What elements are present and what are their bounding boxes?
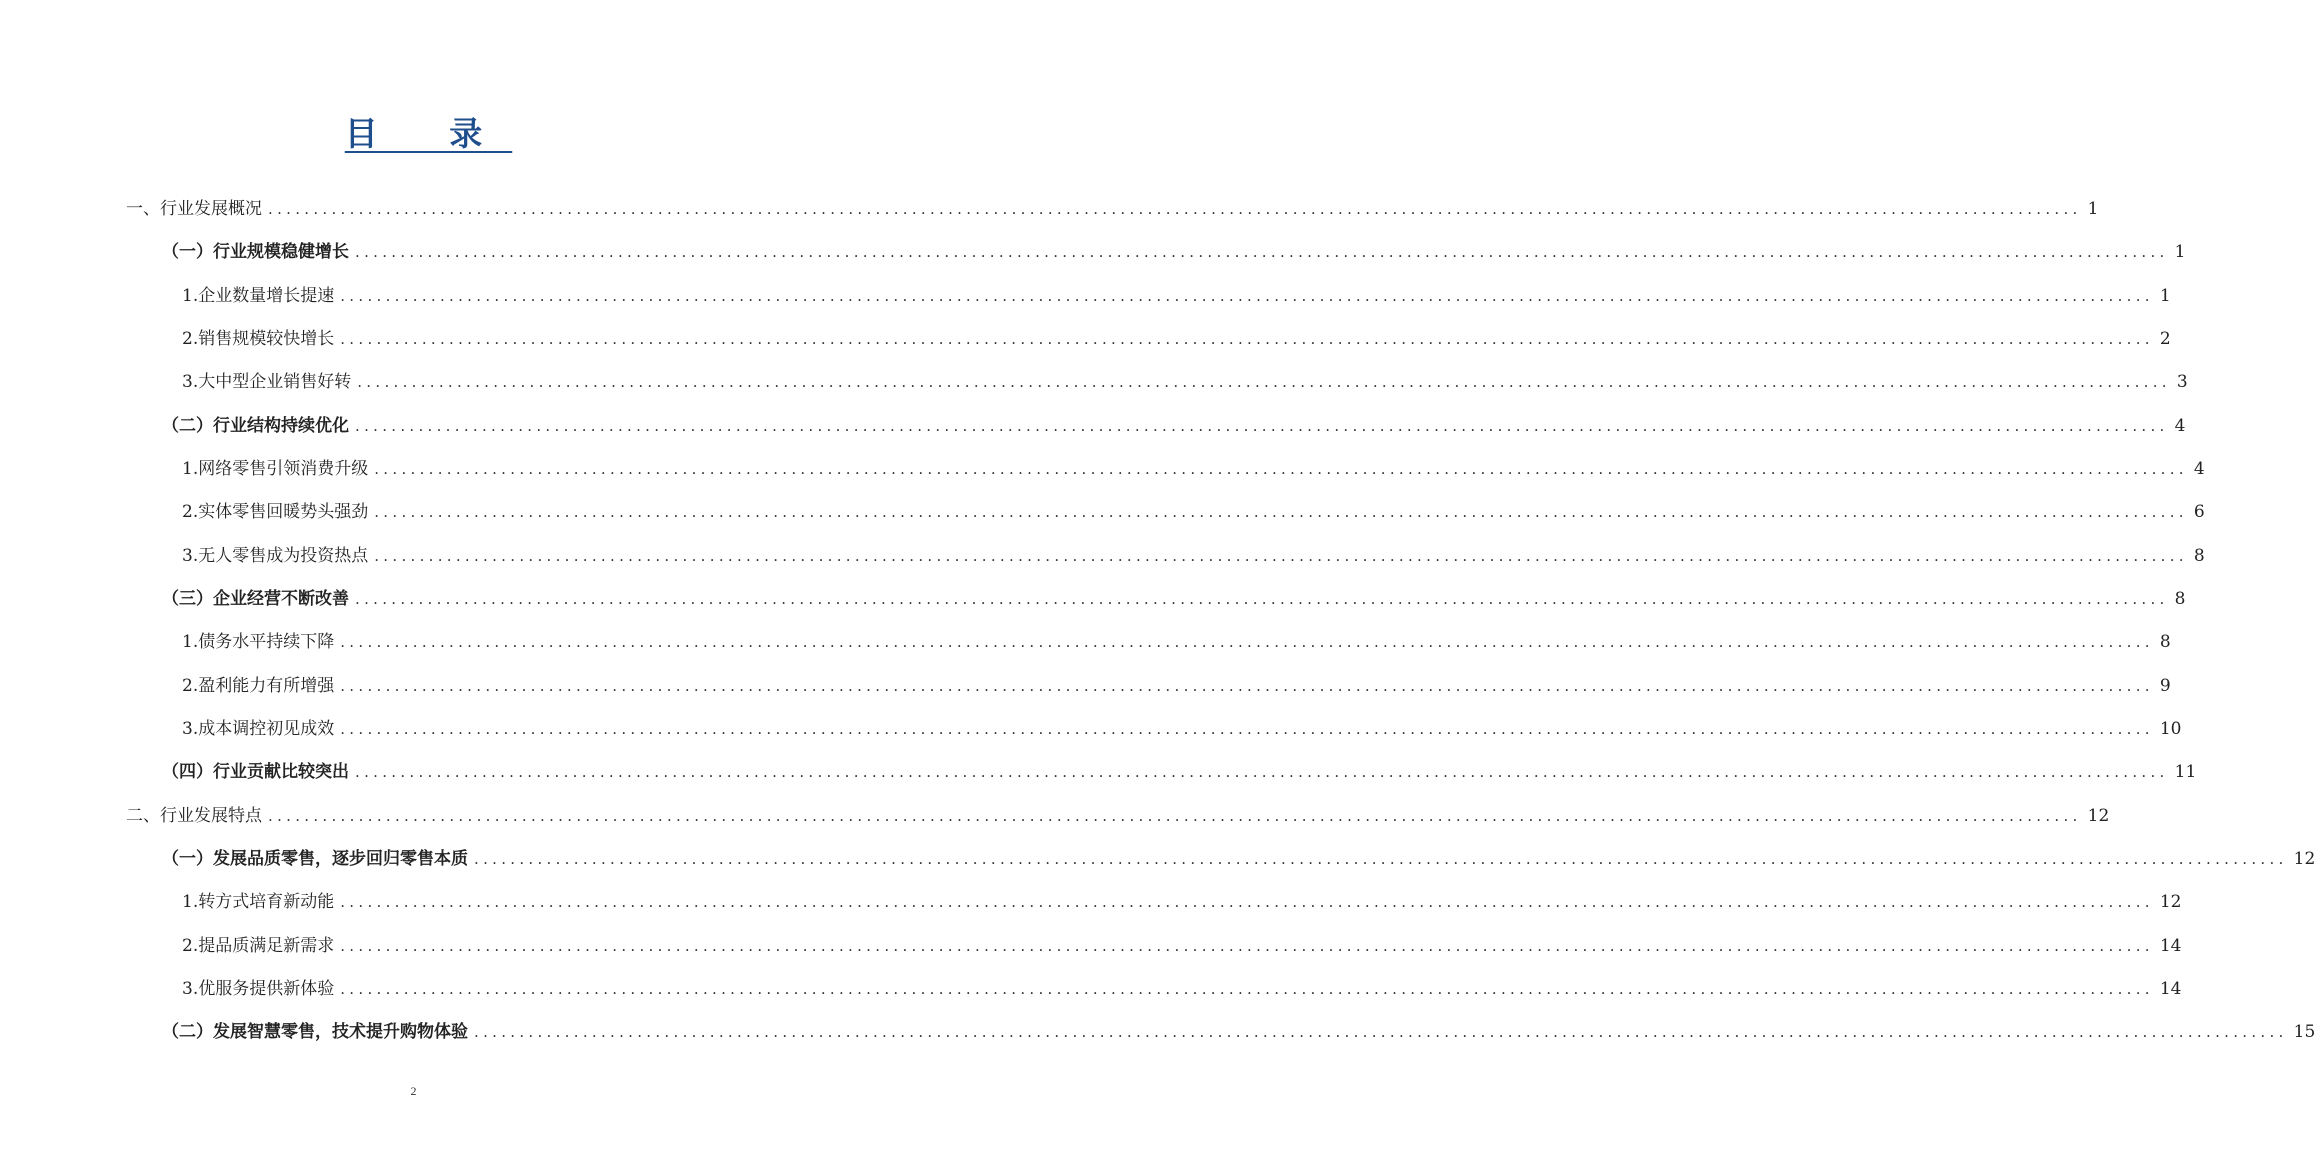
toc-entry-label: 1.转方式培育新动能 xyxy=(182,892,335,912)
toc-entry-label: （四）行业贡献比较突出 xyxy=(162,762,349,782)
toc-entry[interactable] xyxy=(162,759,2197,785)
dot-leader: ........................................................................................................................................................................................................ xyxy=(340,330,2154,348)
dot-leader: ........................................................................................................................................................................................................ xyxy=(474,1023,2288,1041)
toc-entry-page: 8 xyxy=(2193,546,2205,566)
toc-entry[interactable] xyxy=(182,543,2205,569)
toc-entry-page: 10 xyxy=(2159,719,2182,739)
dot-leader: ........................................................................................................................................................................................................ xyxy=(340,720,2154,738)
toc-entry-page: 4 xyxy=(2193,459,2205,479)
dot-leader: ........................................................................................................................................................................................................ xyxy=(374,547,2188,565)
toc-entry[interactable] xyxy=(182,499,2205,525)
dot-leader: ........................................................................................................................................................................................................ xyxy=(374,460,2188,478)
toc-entry[interactable] xyxy=(126,803,2110,829)
toc-entry-page: 11 xyxy=(2174,762,2197,782)
toc-entry-page: 1 xyxy=(2087,199,2099,219)
toc-entry-label: 3.大中型企业销售好转 xyxy=(182,372,352,392)
toc-entry[interactable] xyxy=(182,933,2182,959)
toc-entry[interactable] xyxy=(162,239,2186,265)
toc-entry[interactable] xyxy=(182,326,2171,352)
toc-entry[interactable] xyxy=(162,413,2186,439)
toc-entry-page: 12 xyxy=(2293,849,2315,869)
dot-leader: ........................................................................................................................................................................................................ xyxy=(374,503,2188,521)
toc-entry[interactable] xyxy=(126,196,2099,222)
toc-entry-page: 15 xyxy=(2293,1022,2315,1042)
toc-entry[interactable] xyxy=(182,673,2171,699)
page-number: 2 xyxy=(410,1084,417,1098)
toc-entry[interactable] xyxy=(182,369,2188,395)
toc-title: 目 录 xyxy=(344,114,513,153)
toc-entry-label: 二、行业发展特点 xyxy=(126,806,262,826)
toc-entry-label: （二）行业结构持续优化 xyxy=(162,416,349,436)
dot-leader: ........................................................................................................................................................................................................ xyxy=(474,850,2288,868)
toc-entry-label: 3.成本调控初见成效 xyxy=(182,719,335,739)
toc-entry-page: 2 xyxy=(2159,329,2171,349)
toc-entry-page: 6 xyxy=(2193,502,2205,522)
toc-entry-label: 一、行业发展概况 xyxy=(126,199,262,219)
toc-entry[interactable] xyxy=(182,976,2182,1002)
toc-entry-page: 4 xyxy=(2174,416,2186,436)
dot-leader: ........................................................................................................................................................................................................ xyxy=(340,633,2154,651)
toc-entry-label: 2.销售规模较快增长 xyxy=(182,329,335,349)
toc-entry-label: （二）发展智慧零售，技术提升购物体验 xyxy=(162,1022,468,1042)
toc-entry-label: （一）发展品质零售，逐步回归零售本质 xyxy=(162,849,468,869)
dot-leader: ........................................................................................................................................................................................................ xyxy=(355,417,2169,435)
dot-leader: ........................................................................................................................................................................................................ xyxy=(340,937,2154,955)
toc-entry-label: 2.实体零售回暖势头强劲 xyxy=(182,502,369,522)
dot-leader: ........................................................................................................................................................................................................ xyxy=(268,807,2082,825)
dot-leader: ........................................................................................................................................................................................................ xyxy=(340,677,2154,695)
toc-entry[interactable] xyxy=(182,629,2171,655)
toc-entry-label: 3.优服务提供新体验 xyxy=(182,979,335,999)
toc-entry-page: 14 xyxy=(2159,936,2182,956)
toc-entry-label: 3.无人零售成为投资热点 xyxy=(182,546,369,566)
toc-entry-page: 8 xyxy=(2159,632,2171,652)
dot-leader: ........................................................................................................................................................................................................ xyxy=(340,287,2154,305)
toc-entry[interactable] xyxy=(162,1019,2315,1045)
toc-entry-label: 1.债务水平持续下降 xyxy=(182,632,335,652)
dot-leader: ........................................................................................................................................................................................................ xyxy=(340,980,2154,998)
toc-entry-label: （三）企业经营不断改善 xyxy=(162,589,349,609)
toc-entry-page: 1 xyxy=(2159,286,2171,306)
toc-entry-page: 12 xyxy=(2159,892,2182,912)
toc-entry[interactable] xyxy=(182,283,2171,309)
toc-entry[interactable] xyxy=(182,889,2182,915)
toc-entry[interactable] xyxy=(182,716,2182,742)
dot-leader: ........................................................................................................................................................................................................ xyxy=(268,200,2082,218)
dot-leader: ........................................................................................................................................................................................................ xyxy=(355,590,2169,608)
toc-entry-page: 12 xyxy=(2087,806,2110,826)
dot-leader: ........................................................................................................................................................................................................ xyxy=(357,373,2171,391)
toc-entry-label: （一）行业规模稳健增长 xyxy=(162,242,349,262)
toc-entry-page: 9 xyxy=(2159,676,2171,696)
toc-entry-label: 2.盈利能力有所增强 xyxy=(182,676,335,696)
dot-leader: ........................................................................................................................................................................................................ xyxy=(340,893,2154,911)
toc-entry-page: 8 xyxy=(2174,589,2186,609)
dot-leader: ........................................................................................................................................................................................................ xyxy=(355,763,2169,781)
toc-entry-page: 1 xyxy=(2174,242,2186,262)
toc-entry-label: 1.企业数量增长提速 xyxy=(182,286,335,306)
toc-entry-label: 2.提品质满足新需求 xyxy=(182,936,335,956)
toc-entry[interactable] xyxy=(182,456,2205,482)
dot-leader: ........................................................................................................................................................................................................ xyxy=(355,243,2169,261)
toc-entry-page: 14 xyxy=(2159,979,2182,999)
toc-entry[interactable] xyxy=(162,586,2186,612)
toc-entry-label: 1.网络零售引领消费升级 xyxy=(182,459,369,479)
toc-entry[interactable] xyxy=(162,846,2315,872)
toc-entry-page: 3 xyxy=(2176,372,2188,392)
